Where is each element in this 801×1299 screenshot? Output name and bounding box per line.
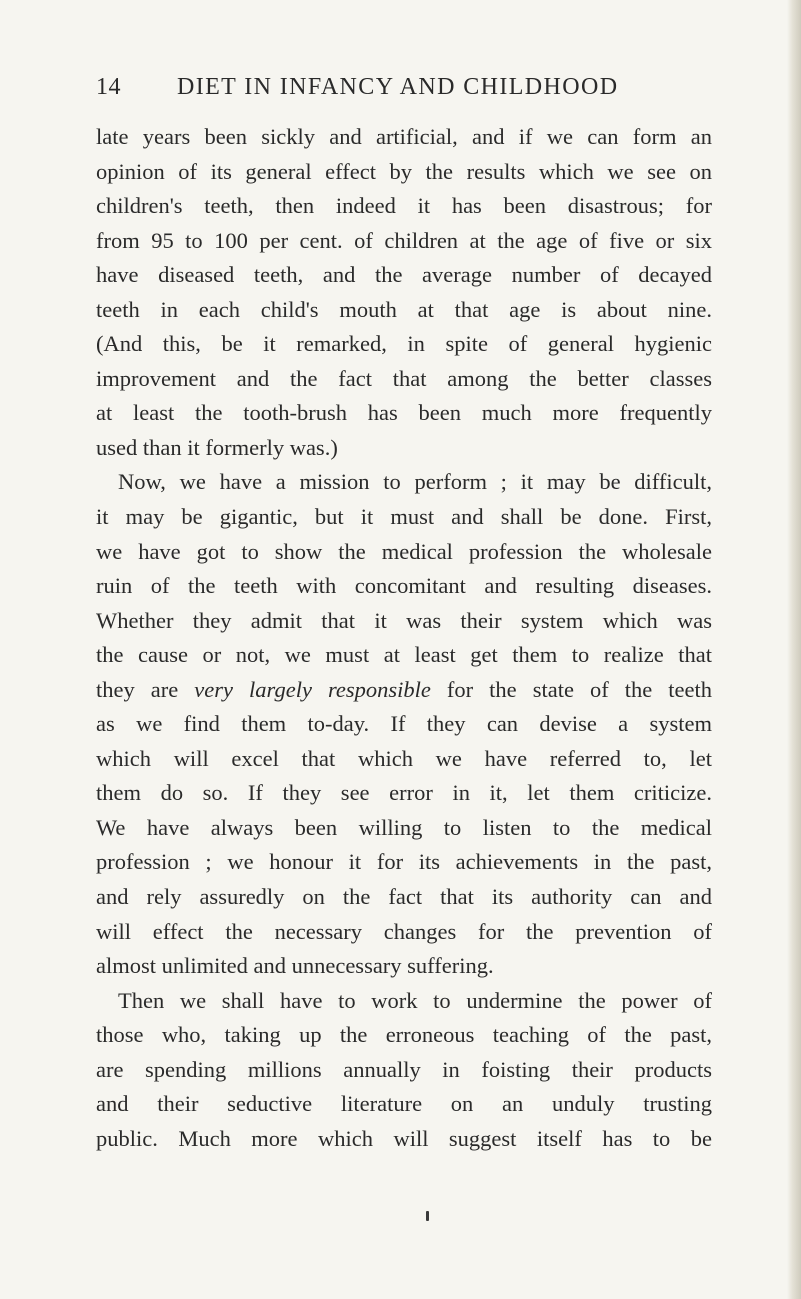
page-number: 14: [96, 74, 121, 100]
text-line: we have got to show the medical profession the wholesale: [96, 538, 712, 564]
text-line: from 95 to 100 per cent. of children at the age of five or six: [96, 227, 712, 253]
line-segment: for the state of the teeth: [430, 676, 712, 702]
body-text: [96, 120, 712, 1156]
text-line-with-emphasis: [96, 673, 712, 708]
text-line: as we find them to-day. If they can devise a system: [96, 711, 712, 737]
text-line: improvement and the fact that among the better classes: [96, 365, 712, 391]
text-line: will effect the necessary changes for the prevention of: [96, 918, 712, 944]
text-line: and their seductive literature on an unduly trusting: [96, 1091, 712, 1117]
text-line: the cause or not, we must at least get them to realize that: [96, 642, 712, 668]
line-segment: they are: [96, 676, 195, 702]
text-line: late years been sickly and artificial, and if we can form an: [96, 124, 712, 149]
text-line: profession ; we honour it for its achievements in the past,: [96, 849, 712, 875]
text-line: are spending millions annually in foisting their products: [96, 1056, 712, 1082]
text-line: (And this, be it remarked, in spite of general hygienic: [96, 331, 712, 357]
text-line: it may be gigantic, but it must and shall be done. First,: [96, 504, 712, 530]
text-line: public. Much more which will suggest itself has to be: [96, 1125, 712, 1151]
text-line: almost unlimited and unnecessary suffering.: [96, 953, 494, 979]
text-line: Whether they admit that it was their system which was: [96, 607, 712, 633]
page-edge: [787, 0, 801, 1299]
text-line: children's teeth, then indeed it has been disastrous; for: [96, 193, 712, 219]
text-line: teeth in each child's mouth at that age is about nine.: [96, 296, 712, 322]
text-line: those who, taking up the erroneous teaching of the past,: [96, 1022, 712, 1048]
text-line: ruin of the teeth with concomitant and resulting diseases.: [96, 573, 712, 599]
text-line: them do so. If they see error in it, let them criticize.: [96, 780, 712, 806]
text-line: We have always been willing to listen to the medical: [96, 814, 712, 840]
text-line: have diseased teeth, and the average number of decayed: [96, 262, 712, 288]
emphasized-text: very largely responsible: [194, 676, 431, 702]
text-line: which will excel that which we have referred to, let: [96, 745, 712, 771]
running-head: DIET IN INFANCY AND CHILDHOOD: [177, 74, 619, 100]
page-header: [96, 72, 736, 108]
text-line: Now, we have a mission to perform ; it may be difficult,: [118, 469, 712, 495]
text-line: used than it formerly was.): [96, 434, 338, 460]
ink-speck: [426, 1211, 429, 1221]
text-line: Then we shall have to work to undermine the power of: [118, 987, 712, 1013]
text-line: at least the tooth-brush has been much more frequently: [96, 400, 712, 426]
text-line: and rely assuredly on the fact that its authority can and: [96, 884, 712, 910]
text-line: opinion of its general effect by the results which we see on: [96, 158, 712, 184]
